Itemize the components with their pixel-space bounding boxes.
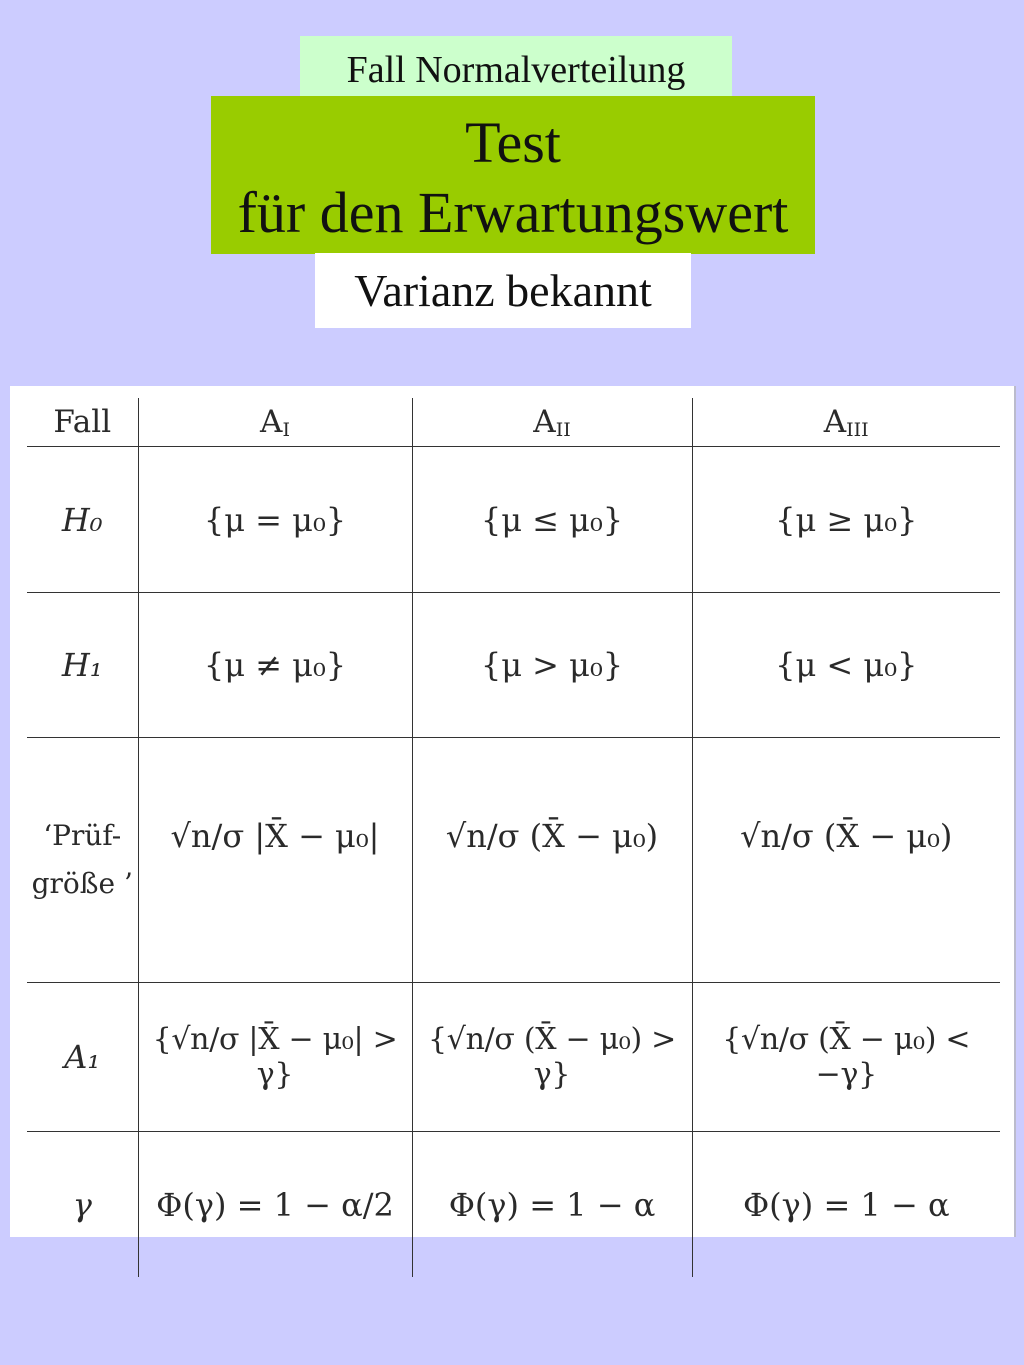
table-cell: {μ = μ₀} (138, 447, 412, 593)
table-cell: {μ > μ₀} (412, 593, 692, 738)
table-cell: {√n/σ (X̄ − μ₀) > γ} (412, 983, 692, 1132)
subtitle: Varianz bekannt (315, 253, 691, 328)
column-header-a2: $A_{II}$ (412, 398, 692, 447)
table-cell: Φ(γ) = 1 − α (412, 1132, 692, 1278)
table-row (27, 447, 1000, 593)
row-label-gamma: γ (27, 1132, 138, 1278)
row-label-h0: H₀ (27, 447, 138, 593)
table-header-row (27, 398, 1000, 447)
table-cell: {μ ≠ μ₀} (138, 593, 412, 738)
row-label-test-statistic: ‘Prüf- größe ’ (27, 738, 138, 983)
table-cell: {μ ≥ μ₀} (692, 447, 1000, 593)
table-row (27, 983, 1000, 1132)
column-header-a3: $A_{III}$ (692, 398, 1000, 447)
test-table (27, 398, 1000, 1277)
table-cell: Φ(γ) = 1 − α/2 (138, 1132, 412, 1278)
table-cell: {μ < μ₀} (692, 593, 1000, 738)
column-header-a1: $A_I$ (138, 398, 412, 447)
table-cell: {μ ≤ μ₀} (412, 447, 692, 593)
title-line-1: Test (465, 110, 561, 175)
test-table-panel (10, 386, 1014, 1237)
row-label-h1: H₁ (27, 593, 138, 738)
table-row (27, 1132, 1000, 1278)
table-cell: {√n/σ |X̄ − μ₀| > γ} (138, 983, 412, 1132)
table-cell: √n/σ |X̄ − μ₀| (138, 738, 412, 983)
table-cell: √n/σ (X̄ − μ₀) (692, 738, 1000, 983)
table-row (27, 738, 1000, 983)
title-box (211, 96, 815, 254)
case-label: Fall Normalverteilung (300, 36, 732, 104)
column-header-case: Fall (27, 398, 138, 447)
table-cell: Φ(γ) = 1 − α (692, 1132, 1000, 1278)
table-cell: {√n/σ (X̄ − μ₀) < −γ} (692, 983, 1000, 1132)
table-row (27, 593, 1000, 738)
title-line-2: für den Erwartungswert (237, 180, 789, 245)
table-cell: √n/σ (X̄ − μ₀) (412, 738, 692, 983)
row-label-a1: A₁ (27, 983, 138, 1132)
